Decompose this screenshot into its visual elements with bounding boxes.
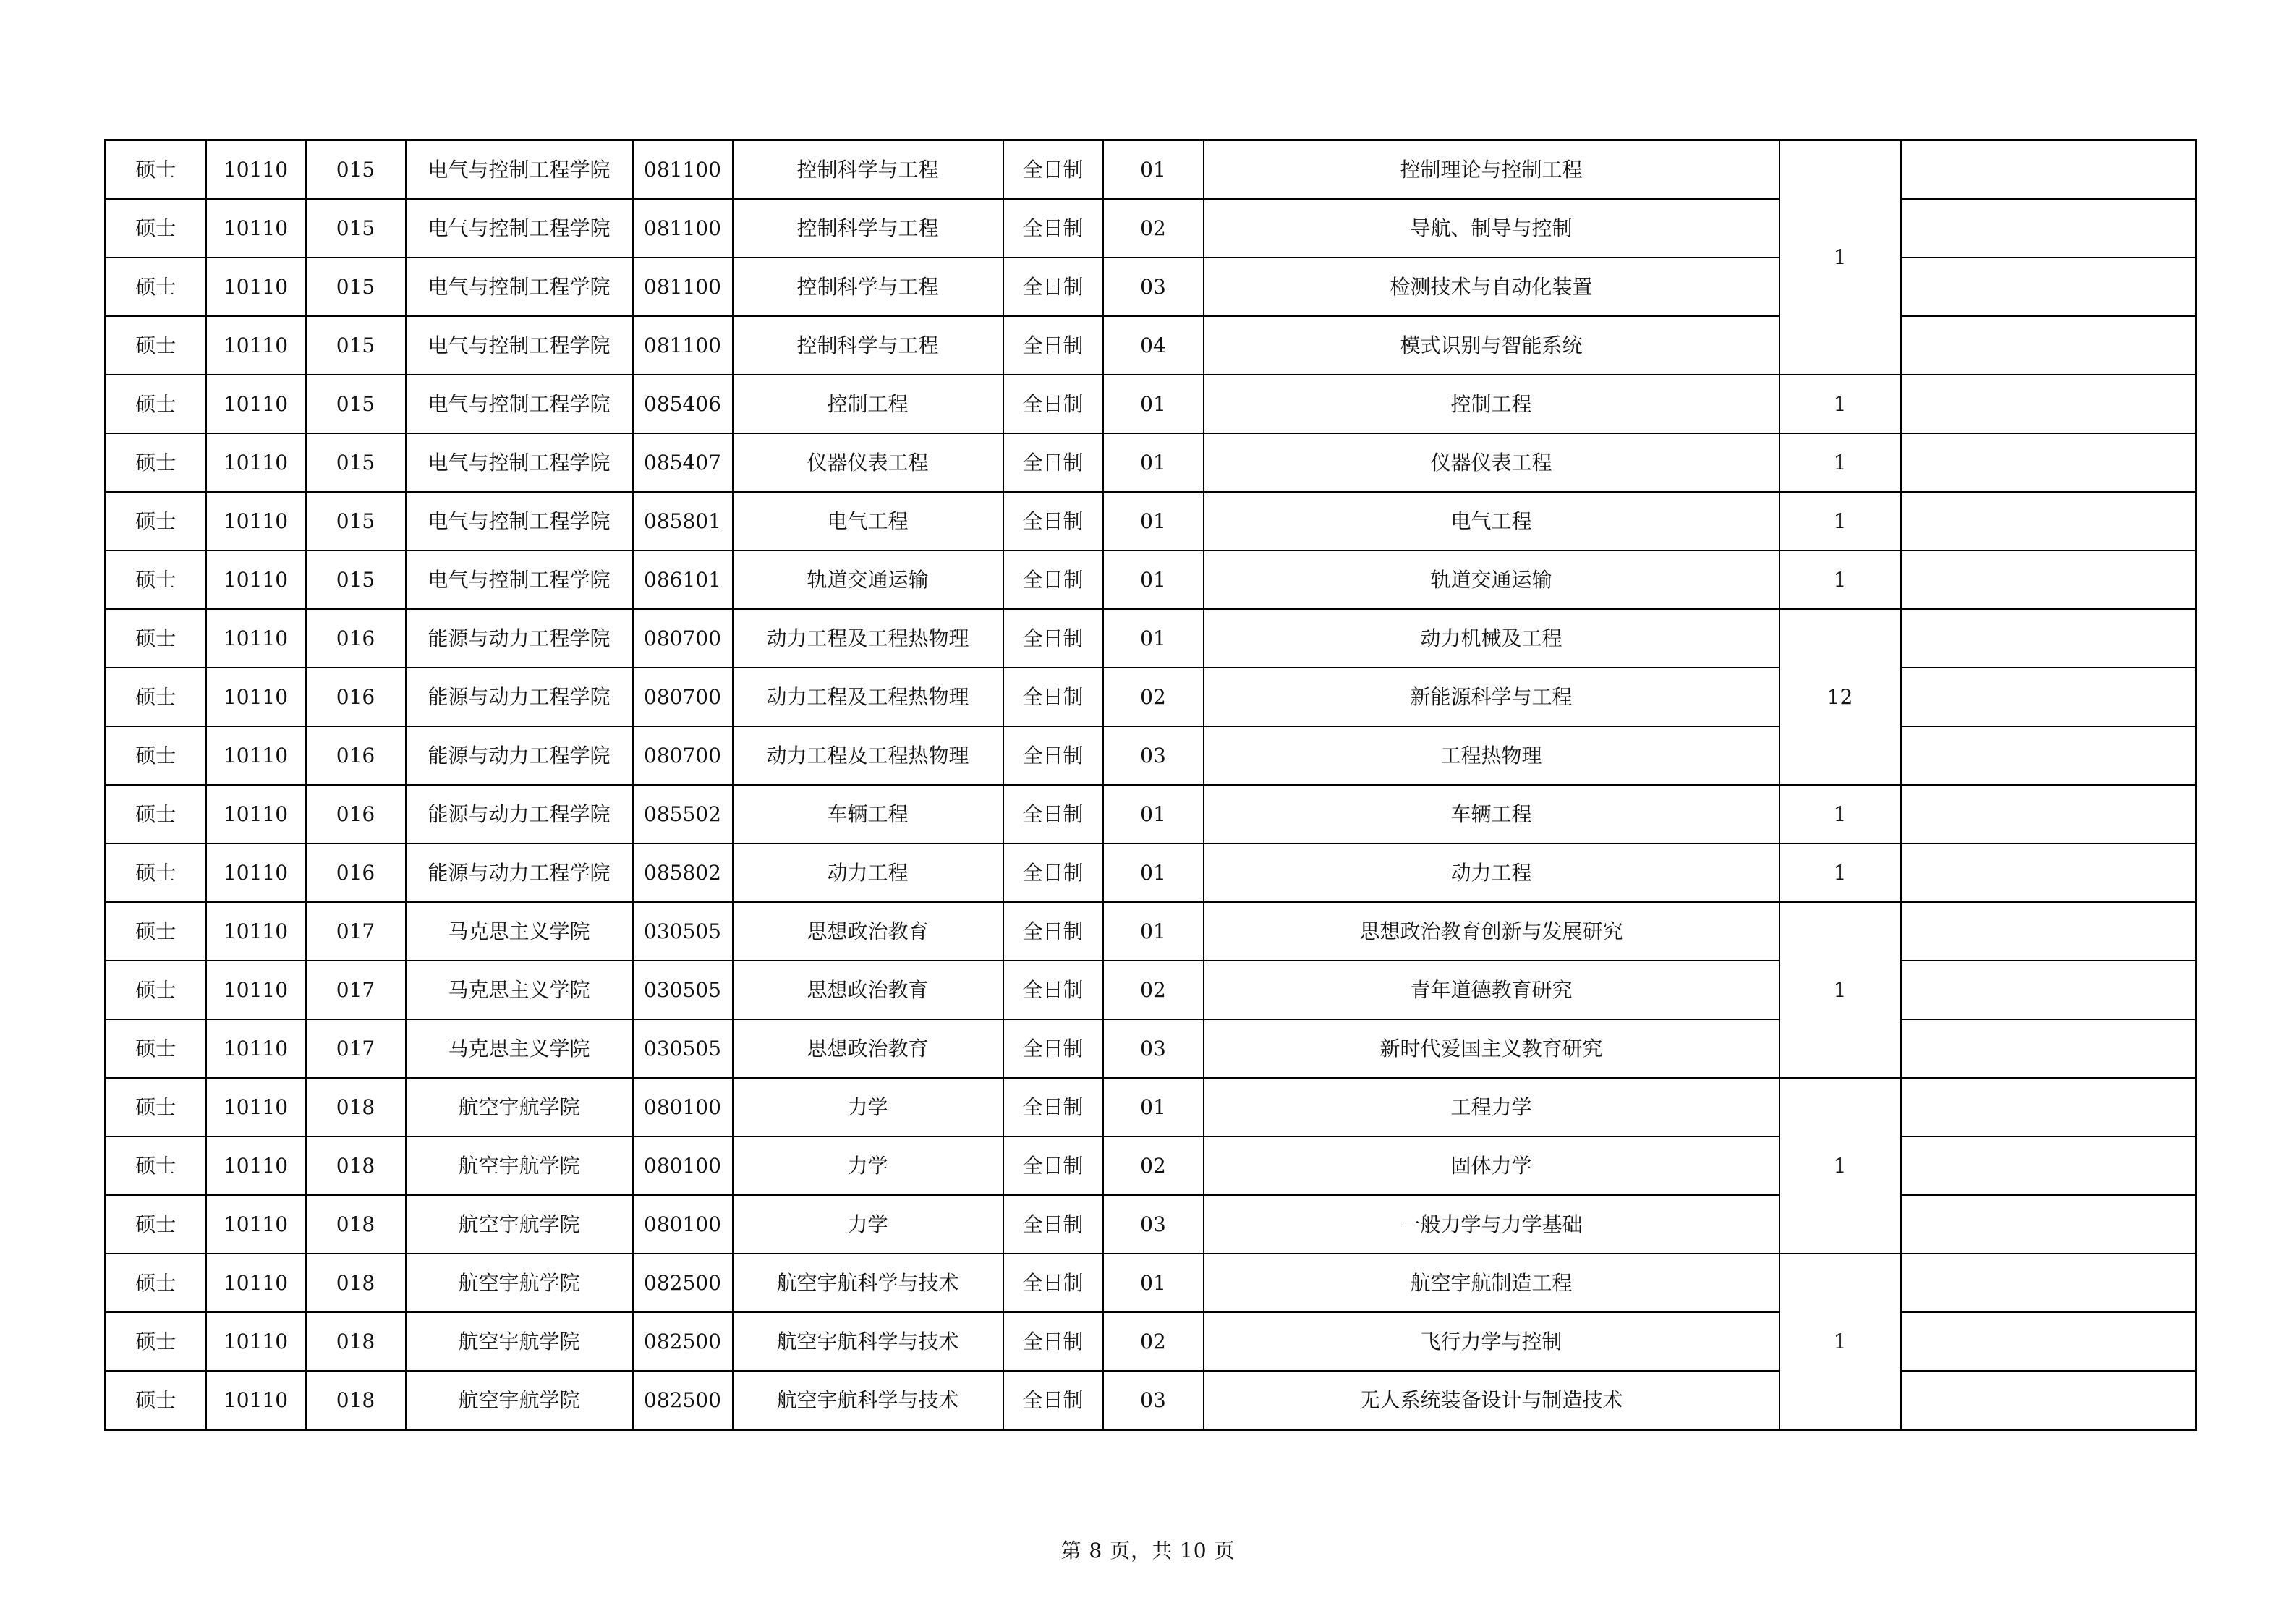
major-name-cell: 航空宇航科学与技术	[733, 1254, 1003, 1312]
table-row	[106, 140, 2196, 200]
school-code-cell: 10110	[206, 258, 306, 316]
dept-name-cell: 能源与动力工程学院	[406, 668, 633, 726]
note-cell	[1901, 1371, 2196, 1430]
research-direction-cell: 导航、制导与控制	[1204, 199, 1780, 258]
research-direction-cell: 动力机械及工程	[1204, 609, 1780, 668]
note-cell	[1901, 961, 2196, 1019]
dept-name-cell: 航空宇航学院	[406, 1195, 633, 1254]
major-name-cell: 思想政治教育	[733, 902, 1003, 961]
direction-code-cell: 03	[1103, 1019, 1204, 1078]
school-code-cell: 10110	[206, 609, 306, 668]
direction-code-cell: 01	[1103, 902, 1204, 961]
dept-name-cell: 航空宇航学院	[406, 1371, 633, 1430]
school-code-cell: 10110	[206, 1254, 306, 1312]
dept-code-cell: 015	[306, 258, 406, 316]
degree-cell: 硕士	[106, 961, 206, 1019]
major-name-cell: 航空宇航科学与技术	[733, 1371, 1003, 1430]
major-name-cell: 电气工程	[733, 492, 1003, 550]
note-cell	[1901, 258, 2196, 316]
major-code-cell: 085407	[633, 433, 733, 492]
research-direction-cell: 模式识别与智能系统	[1204, 316, 1780, 375]
direction-code-cell: 01	[1103, 140, 1204, 200]
school-code-cell: 10110	[206, 550, 306, 609]
school-code-cell: 10110	[206, 785, 306, 843]
major-name-cell: 思想政治教育	[733, 1019, 1003, 1078]
degree-cell: 硕士	[106, 258, 206, 316]
study-mode-cell: 全日制	[1003, 843, 1103, 902]
dept-name-cell: 航空宇航学院	[406, 1312, 633, 1371]
dept-name-cell: 航空宇航学院	[406, 1136, 633, 1195]
school-code-cell: 10110	[206, 1019, 306, 1078]
school-code-cell: 10110	[206, 1195, 306, 1254]
dept-name-cell: 能源与动力工程学院	[406, 843, 633, 902]
degree-cell: 硕士	[106, 199, 206, 258]
major-code-cell: 082500	[633, 1312, 733, 1371]
major-name-cell: 动力工程	[733, 843, 1003, 902]
major-name-cell: 动力工程及工程热物理	[733, 668, 1003, 726]
study-mode-cell: 全日制	[1003, 668, 1103, 726]
note-cell	[1901, 550, 2196, 609]
dept-name-cell: 电气与控制工程学院	[406, 199, 633, 258]
dept-name-cell: 电气与控制工程学院	[406, 433, 633, 492]
study-mode-cell: 全日制	[1003, 1254, 1103, 1312]
note-cell	[1901, 1254, 2196, 1312]
dept-code-cell: 018	[306, 1312, 406, 1371]
study-mode-cell: 全日制	[1003, 902, 1103, 961]
quota-cell: 1	[1780, 492, 1901, 550]
study-mode-cell: 全日制	[1003, 140, 1103, 200]
study-mode-cell: 全日制	[1003, 492, 1103, 550]
study-mode-cell: 全日制	[1003, 199, 1103, 258]
major-name-cell: 控制科学与工程	[733, 199, 1003, 258]
school-code-cell: 10110	[206, 1136, 306, 1195]
table-row	[106, 433, 2196, 492]
quota-cell: 1	[1780, 843, 1901, 902]
school-code-cell: 10110	[206, 492, 306, 550]
dept-code-cell: 018	[306, 1371, 406, 1430]
major-name-cell: 航空宇航科学与技术	[733, 1312, 1003, 1371]
direction-code-cell: 01	[1103, 843, 1204, 902]
research-direction-cell: 固体力学	[1204, 1136, 1780, 1195]
major-code-cell: 030505	[633, 961, 733, 1019]
note-cell	[1901, 668, 2196, 726]
direction-code-cell: 01	[1103, 1078, 1204, 1136]
note-cell	[1901, 140, 2196, 200]
major-name-cell: 思想政治教育	[733, 961, 1003, 1019]
degree-cell: 硕士	[106, 726, 206, 785]
school-code-cell: 10110	[206, 140, 306, 200]
research-direction-cell: 电气工程	[1204, 492, 1780, 550]
quota-cell: 1	[1780, 550, 1901, 609]
study-mode-cell: 全日制	[1003, 1019, 1103, 1078]
dept-code-cell: 016	[306, 726, 406, 785]
major-name-cell: 力学	[733, 1136, 1003, 1195]
direction-code-cell: 01	[1103, 609, 1204, 668]
dept-code-cell: 017	[306, 902, 406, 961]
quota-cell: 1	[1780, 140, 1901, 375]
direction-code-cell: 01	[1103, 785, 1204, 843]
note-cell	[1901, 199, 2196, 258]
dept-code-cell: 017	[306, 1019, 406, 1078]
school-code-cell: 10110	[206, 199, 306, 258]
study-mode-cell: 全日制	[1003, 316, 1103, 375]
major-code-cell: 080100	[633, 1078, 733, 1136]
major-name-cell: 控制工程	[733, 375, 1003, 433]
research-direction-cell: 车辆工程	[1204, 785, 1780, 843]
table-row	[106, 785, 2196, 843]
quota-cell: 1	[1780, 433, 1901, 492]
direction-code-cell: 02	[1103, 668, 1204, 726]
page-number: 第 8 页，共 10 页	[1060, 1539, 1236, 1563]
note-cell	[1901, 1019, 2196, 1078]
dept-code-cell: 018	[306, 1195, 406, 1254]
research-direction-cell: 新时代爱国主义教育研究	[1204, 1019, 1780, 1078]
study-mode-cell: 全日制	[1003, 726, 1103, 785]
degree-cell: 硕士	[106, 843, 206, 902]
degree-cell: 硕士	[106, 668, 206, 726]
major-code-cell: 082500	[633, 1371, 733, 1430]
degree-cell: 硕士	[106, 785, 206, 843]
dept-name-cell: 能源与动力工程学院	[406, 609, 633, 668]
table-row	[106, 375, 2196, 433]
dept-code-cell: 015	[306, 199, 406, 258]
degree-cell: 硕士	[106, 550, 206, 609]
major-code-cell: 086101	[633, 550, 733, 609]
note-cell	[1901, 1078, 2196, 1136]
table-row	[106, 843, 2196, 902]
school-code-cell: 10110	[206, 1078, 306, 1136]
research-direction-cell: 一般力学与力学基础	[1204, 1195, 1780, 1254]
dept-name-cell: 电气与控制工程学院	[406, 316, 633, 375]
direction-code-cell: 01	[1103, 375, 1204, 433]
direction-code-cell: 02	[1103, 1312, 1204, 1371]
degree-cell: 硕士	[106, 902, 206, 961]
dept-code-cell: 016	[306, 785, 406, 843]
dept-code-cell: 016	[306, 668, 406, 726]
direction-code-cell: 03	[1103, 258, 1204, 316]
dept-code-cell: 015	[306, 433, 406, 492]
dept-name-cell: 电气与控制工程学院	[406, 375, 633, 433]
degree-cell: 硕士	[106, 433, 206, 492]
table-row	[106, 902, 2196, 961]
major-name-cell: 控制科学与工程	[733, 316, 1003, 375]
research-direction-cell: 青年道德教育研究	[1204, 961, 1780, 1019]
major-code-cell: 085406	[633, 375, 733, 433]
dept-code-cell: 018	[306, 1136, 406, 1195]
degree-cell: 硕士	[106, 1195, 206, 1254]
major-code-cell: 080700	[633, 609, 733, 668]
quota-cell: 12	[1780, 609, 1901, 785]
research-direction-cell: 航空宇航制造工程	[1204, 1254, 1780, 1312]
dept-name-cell: 能源与动力工程学院	[406, 785, 633, 843]
research-direction-cell: 轨道交通运输	[1204, 550, 1780, 609]
quota-cell: 1	[1780, 1078, 1901, 1254]
note-cell	[1901, 316, 2196, 375]
research-direction-cell: 控制理论与控制工程	[1204, 140, 1780, 200]
note-cell	[1901, 492, 2196, 550]
dept-code-cell: 017	[306, 961, 406, 1019]
dept-code-cell: 015	[306, 140, 406, 200]
study-mode-cell: 全日制	[1003, 1136, 1103, 1195]
table-row	[106, 550, 2196, 609]
dept-name-cell: 马克思主义学院	[406, 1019, 633, 1078]
major-name-cell: 动力工程及工程热物理	[733, 726, 1003, 785]
study-mode-cell: 全日制	[1003, 433, 1103, 492]
degree-cell: 硕士	[106, 1254, 206, 1312]
degree-cell: 硕士	[106, 1312, 206, 1371]
research-direction-cell: 新能源科学与工程	[1204, 668, 1780, 726]
major-code-cell: 081100	[633, 258, 733, 316]
degree-cell: 硕士	[106, 316, 206, 375]
study-mode-cell: 全日制	[1003, 1312, 1103, 1371]
note-cell	[1901, 1136, 2196, 1195]
note-cell	[1901, 843, 2196, 902]
major-name-cell: 轨道交通运输	[733, 550, 1003, 609]
major-name-cell: 控制科学与工程	[733, 258, 1003, 316]
school-code-cell: 10110	[206, 433, 306, 492]
major-code-cell: 080700	[633, 668, 733, 726]
major-code-cell: 081100	[633, 316, 733, 375]
dept-name-cell: 电气与控制工程学院	[406, 550, 633, 609]
note-cell	[1901, 375, 2196, 433]
research-direction-cell: 思想政治教育创新与发展研究	[1204, 902, 1780, 961]
major-code-cell: 080100	[633, 1136, 733, 1195]
study-mode-cell: 全日制	[1003, 1078, 1103, 1136]
table-row	[106, 1078, 2196, 1136]
major-name-cell: 仪器仪表工程	[733, 433, 1003, 492]
direction-code-cell: 03	[1103, 1371, 1204, 1430]
dept-code-cell: 015	[306, 375, 406, 433]
research-direction-cell: 工程热物理	[1204, 726, 1780, 785]
note-cell	[1901, 1195, 2196, 1254]
dept-name-cell: 能源与动力工程学院	[406, 726, 633, 785]
dept-name-cell: 航空宇航学院	[406, 1078, 633, 1136]
quota-cell: 1	[1780, 785, 1901, 843]
note-cell	[1901, 902, 2196, 961]
direction-code-cell: 02	[1103, 961, 1204, 1019]
direction-code-cell: 01	[1103, 492, 1204, 550]
major-code-cell: 085802	[633, 843, 733, 902]
dept-code-cell: 018	[306, 1254, 406, 1312]
study-mode-cell: 全日制	[1003, 258, 1103, 316]
dept-name-cell: 航空宇航学院	[406, 1254, 633, 1312]
major-code-cell: 080700	[633, 726, 733, 785]
study-mode-cell: 全日制	[1003, 550, 1103, 609]
note-cell	[1901, 609, 2196, 668]
direction-code-cell: 01	[1103, 433, 1204, 492]
research-direction-cell: 检测技术与自动化装置	[1204, 258, 1780, 316]
major-name-cell: 力学	[733, 1078, 1003, 1136]
study-mode-cell: 全日制	[1003, 375, 1103, 433]
dept-name-cell: 电气与控制工程学院	[406, 492, 633, 550]
research-direction-cell: 控制工程	[1204, 375, 1780, 433]
major-name-cell: 动力工程及工程热物理	[733, 609, 1003, 668]
enrollment-table	[104, 139, 2197, 1431]
dept-name-cell: 马克思主义学院	[406, 961, 633, 1019]
dept-name-cell: 电气与控制工程学院	[406, 140, 633, 200]
direction-code-cell: 02	[1103, 199, 1204, 258]
major-name-cell: 力学	[733, 1195, 1003, 1254]
note-cell	[1901, 726, 2196, 785]
table-row	[106, 492, 2196, 550]
direction-code-cell: 03	[1103, 726, 1204, 785]
note-cell	[1901, 433, 2196, 492]
quota-cell: 1	[1780, 375, 1901, 433]
school-code-cell: 10110	[206, 843, 306, 902]
dept-name-cell: 马克思主义学院	[406, 902, 633, 961]
direction-code-cell: 01	[1103, 550, 1204, 609]
table-row	[106, 609, 2196, 668]
dept-code-cell: 015	[306, 550, 406, 609]
quota-cell: 1	[1780, 902, 1901, 1078]
dept-code-cell: 015	[306, 492, 406, 550]
degree-cell: 硕士	[106, 1019, 206, 1078]
major-name-cell: 控制科学与工程	[733, 140, 1003, 200]
direction-code-cell: 02	[1103, 1136, 1204, 1195]
school-code-cell: 10110	[206, 375, 306, 433]
school-code-cell: 10110	[206, 668, 306, 726]
degree-cell: 硕士	[106, 609, 206, 668]
school-code-cell: 10110	[206, 1371, 306, 1430]
major-code-cell: 030505	[633, 1019, 733, 1078]
research-direction-cell: 无人系统装备设计与制造技术	[1204, 1371, 1780, 1430]
degree-cell: 硕士	[106, 492, 206, 550]
direction-code-cell: 03	[1103, 1195, 1204, 1254]
dept-name-cell: 电气与控制工程学院	[406, 258, 633, 316]
degree-cell: 硕士	[106, 1078, 206, 1136]
study-mode-cell: 全日制	[1003, 1195, 1103, 1254]
research-direction-cell: 动力工程	[1204, 843, 1780, 902]
major-code-cell: 082500	[633, 1254, 733, 1312]
major-code-cell: 081100	[633, 199, 733, 258]
study-mode-cell: 全日制	[1003, 785, 1103, 843]
school-code-cell: 10110	[206, 902, 306, 961]
research-direction-cell: 飞行力学与控制	[1204, 1312, 1780, 1371]
dept-code-cell: 018	[306, 1078, 406, 1136]
degree-cell: 硕士	[106, 375, 206, 433]
school-code-cell: 10110	[206, 316, 306, 375]
direction-code-cell: 01	[1103, 1254, 1204, 1312]
degree-cell: 硕士	[106, 1136, 206, 1195]
degree-cell: 硕士	[106, 140, 206, 200]
quota-cell: 1	[1780, 1254, 1901, 1430]
school-code-cell: 10110	[206, 1312, 306, 1371]
major-code-cell: 080100	[633, 1195, 733, 1254]
table-row	[106, 1254, 2196, 1312]
school-code-cell: 10110	[206, 961, 306, 1019]
study-mode-cell: 全日制	[1003, 961, 1103, 1019]
table-body	[106, 140, 2196, 1430]
degree-cell: 硕士	[106, 1371, 206, 1430]
major-code-cell: 081100	[633, 140, 733, 200]
school-code-cell: 10110	[206, 726, 306, 785]
note-cell	[1901, 785, 2196, 843]
dept-code-cell: 016	[306, 609, 406, 668]
major-code-cell: 085801	[633, 492, 733, 550]
major-code-cell: 085502	[633, 785, 733, 843]
dept-code-cell: 015	[306, 316, 406, 375]
major-code-cell: 030505	[633, 902, 733, 961]
dept-code-cell: 016	[306, 843, 406, 902]
major-name-cell: 车辆工程	[733, 785, 1003, 843]
research-direction-cell: 工程力学	[1204, 1078, 1780, 1136]
study-mode-cell: 全日制	[1003, 609, 1103, 668]
note-cell	[1901, 1312, 2196, 1371]
direction-code-cell: 04	[1103, 316, 1204, 375]
study-mode-cell: 全日制	[1003, 1371, 1103, 1430]
research-direction-cell: 仪器仪表工程	[1204, 433, 1780, 492]
